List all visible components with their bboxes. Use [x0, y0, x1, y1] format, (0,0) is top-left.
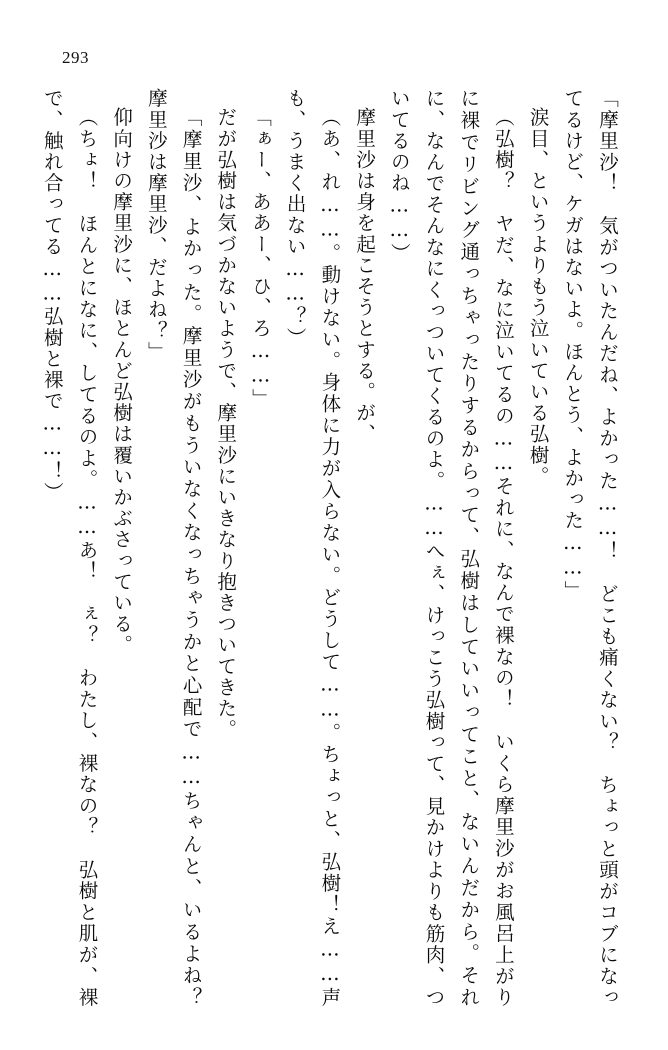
paragraph: だが弘樹は気づかないようで、摩里沙にいきなり抱きついてきた。	[214, 107, 238, 740]
paragraph: 「ぁー、ああー、ひ、ろ……」	[248, 107, 272, 410]
paragraph: （弘樹？ ヤだ、なに泣いてるの……それに、なんで裸なの！ いくら摩里沙がお風呂上がりに裸でリビング通っちゃったりするからって、弘樹はしていいってこと、ないんだから。それに、なんでそんなにくっついてくるのよ。……へぇ、けっこう弘樹って、見かけよりも筋肉、ついてるのね……）	[387, 88, 515, 1008]
paragraph: 摩里沙は身を起こそうとする。が、	[353, 107, 377, 445]
paragraph: 涙目、というよりもう泣いている弘樹。	[526, 107, 550, 487]
paragraph: （ちょ！ ほんとになに、してるのよ。……あ！ ぇ？ わたし、裸なの？ 弘樹と肌が、裸で、触れ合ってる……弘樹と裸で……！）	[40, 88, 99, 1008]
paragraph: （あ、れ……。動けない。身体に力が入らない。どうして……。ちょっと、弘樹！え……声も、うまく出ない……？）	[283, 88, 342, 1008]
paragraph: 「摩里沙、よかった。摩里沙がもういなくなっちゃうかと心配で……ちゃんと、いるよね？ 摩里沙は摩里沙、だよね？」	[144, 88, 203, 1030]
paragraph: 仰向けの摩里沙に、ほとんど弘樹は覆いかぶさっている。	[110, 107, 134, 656]
page-body-text	[34, 88, 624, 1030]
page-number: 293	[62, 48, 89, 67]
paragraph: 「摩里沙！ 気がついたんだね、よかった……！ どこも痛くない？ ちょっと頭がコブになってるけど、ケガはないよ。ほんとう、よかった……」	[561, 88, 619, 1008]
